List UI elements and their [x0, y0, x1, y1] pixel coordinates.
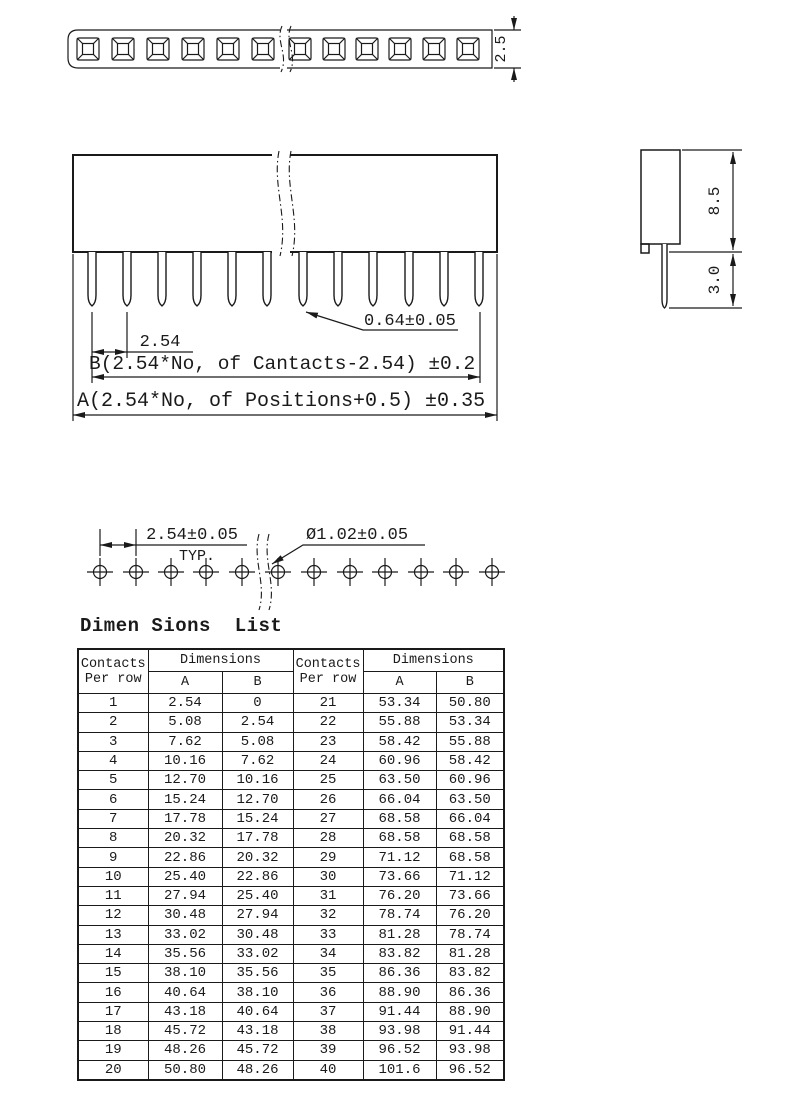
dim-b-label: B(2.54*No, of Cantacts-2.54) ±0.2 [89, 353, 476, 375]
hole-icon [265, 558, 291, 586]
hole-icon [337, 558, 363, 586]
pad-icon [289, 38, 311, 60]
pin [299, 252, 307, 306]
header-col-b: B [222, 672, 293, 694]
table-cell-n: 10 [78, 867, 148, 886]
hole-icon [301, 558, 327, 586]
table-cell-b2: 83.82 [436, 964, 504, 983]
side-pin [662, 244, 667, 308]
table-cell-b: 7.62 [222, 751, 293, 770]
header-contacts-text: Contacts [80, 656, 146, 672]
table-cell-b2: 58.42 [436, 751, 504, 770]
dim-a-label: A(2.54*No, of Positions+0.5) ±0.35 [77, 390, 486, 413]
table-cell-n: 8 [78, 829, 148, 848]
pad-icon [389, 38, 411, 60]
leader-line [272, 545, 425, 564]
pin-width-dim-label: 0.64±0.05 [364, 312, 456, 331]
header-contacts-per-row [293, 649, 363, 694]
table-cell-a: 20.32 [148, 829, 222, 848]
table-cell-a2: 60.96 [363, 751, 436, 770]
hole-icon [372, 558, 398, 586]
table-cell-n: 12 [78, 906, 148, 925]
table-cell-n: 7 [78, 809, 148, 828]
table-cell-a2: 86.36 [363, 964, 436, 983]
dimensions-table [77, 648, 505, 1081]
pin [475, 252, 483, 306]
table-cell-b2: 91.44 [436, 1022, 504, 1041]
table-cell-b2: 55.88 [436, 732, 504, 751]
table-cell-n2: 34 [293, 944, 363, 963]
table-cell-b2: 66.04 [436, 809, 504, 828]
table-cell-n2: 36 [293, 983, 363, 1002]
table-cell-a: 17.78 [148, 809, 222, 828]
table-cell-a: 40.64 [148, 983, 222, 1002]
table-cell-n: 17 [78, 1002, 148, 1021]
break-mask [272, 152, 290, 255]
table-cell-b2: 68.58 [436, 848, 504, 867]
table-row [78, 1041, 504, 1060]
table-cell-n2: 21 [293, 694, 363, 713]
table-cell-b: 17.78 [222, 829, 293, 848]
table-cell-n: 2 [78, 713, 148, 732]
table-row [78, 751, 504, 770]
table-cell-n2: 35 [293, 964, 363, 983]
table-row [78, 694, 504, 713]
table-cell-n2: 23 [293, 732, 363, 751]
hole-icon [479, 558, 505, 586]
pin [228, 252, 236, 306]
side-foot [641, 244, 649, 253]
table-cell-n2: 25 [293, 771, 363, 790]
table-cell-n2: 26 [293, 790, 363, 809]
table-cell-b: 20.32 [222, 848, 293, 867]
table-cell-n: 5 [78, 771, 148, 790]
table-cell-n: 9 [78, 848, 148, 867]
header-col-a: A [363, 672, 436, 694]
table-cell-a: 45.72 [148, 1022, 222, 1041]
table-cell-b2: 68.58 [436, 829, 504, 848]
hole-row [87, 558, 505, 586]
table-cell-a: 2.54 [148, 694, 222, 713]
pad-icon [112, 38, 134, 60]
table-cell-n: 6 [78, 790, 148, 809]
table-row [78, 1022, 504, 1041]
table-cell-b2: 73.66 [436, 886, 504, 905]
header-dimensions: Dimensions [363, 649, 504, 672]
table-cell-n2: 28 [293, 829, 363, 848]
table-cell-n: 18 [78, 1022, 148, 1041]
hole-break-line [257, 534, 261, 610]
table-cell-b: 12.70 [222, 790, 293, 809]
table-row [78, 771, 504, 790]
table-cell-a: 33.02 [148, 925, 222, 944]
table-cell-b: 10.16 [222, 771, 293, 790]
table-cell-n: 14 [78, 944, 148, 963]
table-row [78, 713, 504, 732]
tape-top-view [68, 16, 521, 82]
table-cell-a2: 83.82 [363, 944, 436, 963]
table-cell-a2: 55.88 [363, 713, 436, 732]
table-cell-a: 30.48 [148, 906, 222, 925]
pad-icon [217, 38, 239, 60]
table-row [78, 732, 504, 751]
pin [405, 252, 413, 306]
table-cell-n2: 40 [293, 1060, 363, 1080]
table-row [78, 906, 504, 925]
pad-row [77, 38, 479, 60]
table-cell-a: 35.56 [148, 944, 222, 963]
table-cell-b2: 88.90 [436, 1002, 504, 1021]
table-cell-a: 38.10 [148, 964, 222, 983]
table-row [78, 848, 504, 867]
table-cell-a2: 71.12 [363, 848, 436, 867]
table-row [78, 944, 504, 963]
table-cell-n: 16 [78, 983, 148, 1002]
table-cell-a2: 66.04 [363, 790, 436, 809]
table-cell-a: 22.86 [148, 848, 222, 867]
table-cell-n2: 37 [293, 1002, 363, 1021]
table-cell-a: 5.08 [148, 713, 222, 732]
table-cell-a2: 63.50 [363, 771, 436, 790]
table-row [78, 867, 504, 886]
tape-break-line [280, 26, 284, 72]
table-cell-b: 5.08 [222, 732, 293, 751]
table-cell-n2: 39 [293, 1041, 363, 1060]
hole-icon [229, 558, 255, 586]
table-cell-a: 15.24 [148, 790, 222, 809]
table-cell-a2: 68.58 [363, 809, 436, 828]
table-cell-n: 11 [78, 886, 148, 905]
table-cell-a2: 73.66 [363, 867, 436, 886]
table-cell-b: 25.40 [222, 886, 293, 905]
pin [88, 252, 96, 306]
table-cell-n2: 38 [293, 1022, 363, 1041]
table-row [78, 925, 504, 944]
pad-icon [77, 38, 99, 60]
table-cell-b2: 63.50 [436, 790, 504, 809]
table-cell-n: 15 [78, 964, 148, 983]
hole-pattern-view [87, 526, 505, 610]
pad-icon [182, 38, 204, 60]
pad-icon [356, 38, 378, 60]
table-title: Dimen Sions List [80, 615, 283, 637]
pad-icon [147, 38, 169, 60]
table-cell-b2: 96.52 [436, 1060, 504, 1080]
table-cell-n: 3 [78, 732, 148, 751]
table-cell-b2: 53.34 [436, 713, 504, 732]
pad-icon [252, 38, 274, 60]
table-cell-a2: 68.58 [363, 829, 436, 848]
pin [263, 252, 271, 306]
table-cell-b2: 71.12 [436, 867, 504, 886]
dimensions-table-body [78, 694, 504, 1080]
pin [158, 252, 166, 306]
body-break-line [289, 151, 294, 256]
pin-length-dim-label: 3.0 [706, 265, 724, 295]
pin-row [88, 252, 483, 306]
table-cell-a: 12.70 [148, 771, 222, 790]
table-row [78, 1002, 504, 1021]
table-cell-a2: 88.90 [363, 983, 436, 1002]
table-cell-b2: 93.98 [436, 1041, 504, 1060]
table-row [78, 983, 504, 1002]
table-cell-n2: 32 [293, 906, 363, 925]
hole-diameter-dim-label: Ø1.02±0.05 [306, 526, 409, 545]
table-cell-a: 43.18 [148, 1002, 222, 1021]
table-cell-n2: 30 [293, 867, 363, 886]
table-cell-b2: 78.74 [436, 925, 504, 944]
table-cell-b: 38.10 [222, 983, 293, 1002]
table-cell-b: 22.86 [222, 867, 293, 886]
header-per-row-text: Per row [84, 671, 142, 687]
pin [123, 252, 131, 306]
table-cell-b2: 76.20 [436, 906, 504, 925]
tape-outline-left [68, 30, 280, 68]
table-cell-n2: 24 [293, 751, 363, 770]
side-view [641, 150, 742, 308]
table-cell-a2: 76.20 [363, 886, 436, 905]
table-cell-a2: 58.42 [363, 732, 436, 751]
side-body [641, 150, 680, 244]
table-cell-b: 15.24 [222, 809, 293, 828]
pin [440, 252, 448, 306]
body-height-dim-label: 8.5 [706, 186, 724, 216]
table-cell-b2: 81.28 [436, 944, 504, 963]
table-cell-n: 20 [78, 1060, 148, 1080]
table-cell-a2: 101.6 [363, 1060, 436, 1080]
table-cell-b: 48.26 [222, 1060, 293, 1080]
pin [193, 252, 201, 306]
pad-icon [423, 38, 445, 60]
table-cell-b2: 60.96 [436, 771, 504, 790]
header-contacts-per-row [78, 649, 148, 694]
table-cell-n2: 29 [293, 848, 363, 867]
table-cell-n: 4 [78, 751, 148, 770]
table-row [78, 886, 504, 905]
table-row [78, 809, 504, 828]
header-contacts-text: Contacts [295, 656, 361, 672]
header-per-row-text: Per row [299, 671, 357, 687]
table-cell-n: 13 [78, 925, 148, 944]
table-cell-a2: 81.28 [363, 925, 436, 944]
table-cell-b: 0 [222, 694, 293, 713]
table-cell-a: 10.16 [148, 751, 222, 770]
hole-icon [408, 558, 434, 586]
table-row [78, 964, 504, 983]
table-cell-n: 1 [78, 694, 148, 713]
table-cell-a: 7.62 [148, 732, 222, 751]
table-cell-n: 19 [78, 1041, 148, 1060]
table-cell-a: 50.80 [148, 1060, 222, 1080]
table-cell-b2: 50.80 [436, 694, 504, 713]
hole-pitch-dim-label: 2.54±0.05 [146, 526, 238, 545]
tape-height-dim-label: 2.5 [493, 35, 510, 63]
table-cell-n2: 33 [293, 925, 363, 944]
table-cell-b2: 86.36 [436, 983, 504, 1002]
table-cell-a2: 53.34 [363, 694, 436, 713]
header-col-b: B [436, 672, 504, 694]
pad-icon [457, 38, 479, 60]
table-header [78, 649, 504, 694]
table-cell-b: 33.02 [222, 944, 293, 963]
table-cell-a2: 96.52 [363, 1041, 436, 1060]
table-cell-b: 35.56 [222, 964, 293, 983]
pitch-dim-label: 2.54 [139, 333, 181, 352]
table-cell-a2: 93.98 [363, 1022, 436, 1041]
table-cell-b: 30.48 [222, 925, 293, 944]
table-cell-b: 40.64 [222, 1002, 293, 1021]
hole-icon [123, 558, 149, 586]
header-dimensions: Dimensions [148, 649, 293, 672]
table-cell-b: 2.54 [222, 713, 293, 732]
hole-icon [443, 558, 469, 586]
table-cell-n2: 31 [293, 886, 363, 905]
table-cell-b: 27.94 [222, 906, 293, 925]
table-cell-n2: 27 [293, 809, 363, 828]
table-row [78, 1060, 504, 1080]
table-cell-n2: 22 [293, 713, 363, 732]
typ-label: TYP. [178, 548, 216, 565]
table-cell-b: 43.18 [222, 1022, 293, 1041]
pin [369, 252, 377, 306]
header-col-a: A [148, 672, 222, 694]
table-cell-a: 27.94 [148, 886, 222, 905]
table-row [78, 790, 504, 809]
table-cell-a2: 78.74 [363, 906, 436, 925]
table-cell-a: 48.26 [148, 1041, 222, 1060]
front-view [73, 151, 497, 421]
hole-icon [87, 558, 113, 586]
pin [334, 252, 342, 306]
table-cell-b: 45.72 [222, 1041, 293, 1060]
table-row [78, 829, 504, 848]
table-cell-a2: 91.44 [363, 1002, 436, 1021]
table-cell-a: 25.40 [148, 867, 222, 886]
pad-icon [323, 38, 345, 60]
